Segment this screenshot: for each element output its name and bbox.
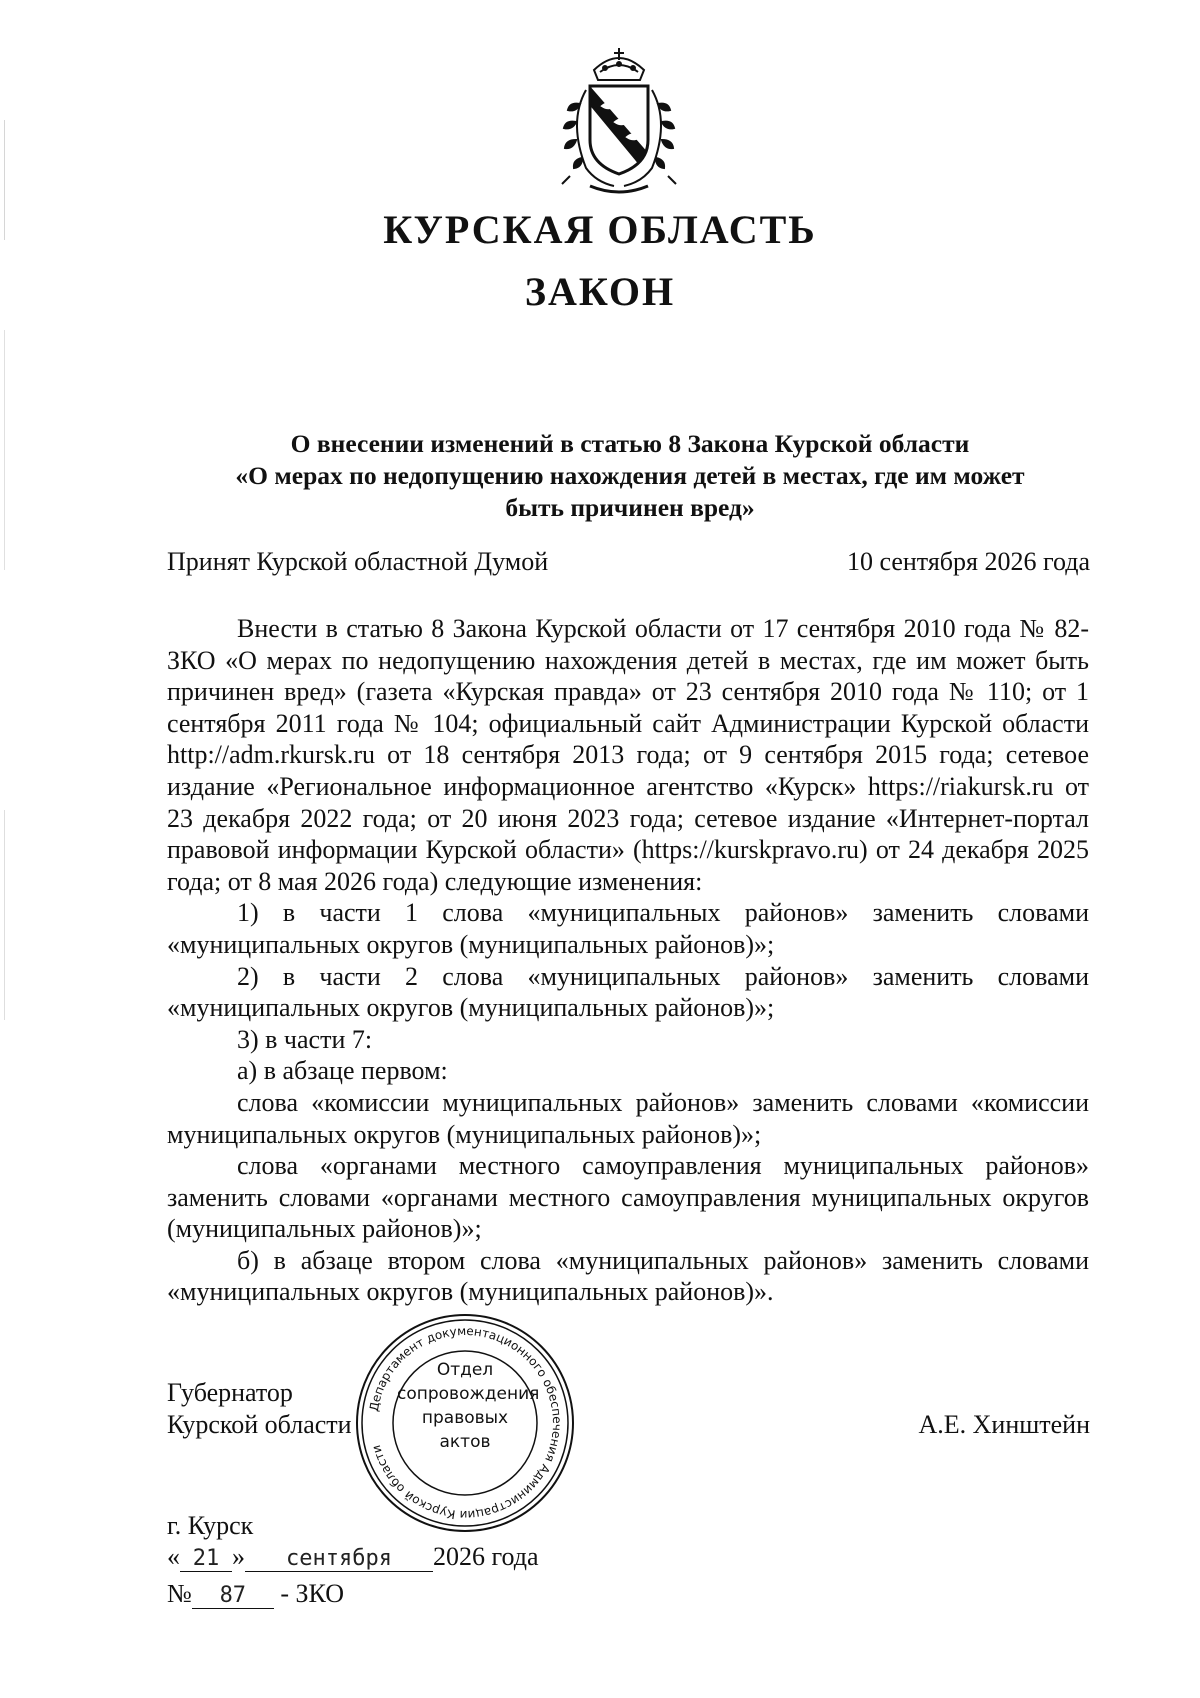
date-day: 21: [180, 1547, 232, 1572]
signing-date: [167, 1541, 539, 1573]
law-body: [167, 613, 1089, 1308]
date-year: 2026 года: [433, 1542, 539, 1571]
signatory-name: А.Е. Хинштейн: [918, 1410, 1090, 1439]
amendment-item-2: 2) в части 2 слова «муниципальных районов» заменить словами «муниципальных округов (муниципальных районов)»;: [167, 961, 1089, 1023]
adopted-by: Принят Курской областной Думой: [167, 547, 549, 576]
coat-of-arms-emblem: [550, 40, 688, 200]
place-of-signing: г. Курск: [167, 1511, 254, 1540]
law-title-line-3: быть причинен вред»: [505, 493, 755, 522]
amendment-item-3b: б) в абзаце втором слова «муниципальных районов» заменить словами «муниципальных округов (муниципальных районов)».: [167, 1245, 1089, 1307]
stamp-line-3: правовых: [421, 1408, 509, 1428]
adopted-date: 10 сентября 2026 года: [846, 547, 1090, 576]
stamp-center-text: [397, 1358, 540, 1454]
region-heading: КУРСКАЯ ОБЛАСТЬ: [383, 207, 817, 252]
body-intro-paragraph: Внести в статью 8 Закона Курской области от 17 сентября 2010 года № 82-ЗКО «О мерах по недопущению нахождения детей в местах, где им может быть причинен вред» (газета «Курская правда» от 23 сентября 2010 года № 110; от 1 сентября 2011 года № 104; официальный сайт Администрации Курской области http://adm.rkursk.ru от 18 сентября 2013 года; от 9 сентября 2015 года; сетевое издание «Региональное информационное агентство «Курск» https://riakursk.ru от 23 декабря 2022 года; от 20 июня 2023 года; сетевое издание «Интернет-портал правовой информации Курской области» (https://kurskpravo.ru) от 24 декабря 2025 года; от 8 мая 2026 года) следующие изменения:: [167, 614, 1089, 896]
signatory-position-line-1: Губернатор: [167, 1378, 293, 1407]
stamp-line-2: сопровождения: [397, 1384, 540, 1404]
signatory-position: [167, 1377, 352, 1441]
stamp-ring-text: Департамент документационного обеспечения Администрации Курской области: [366, 1323, 565, 1523]
law-number: [167, 1578, 344, 1610]
amendment-item-3a-second: слова «органами местного самоуправления муниципальных районов» заменить словами «органами местного самоуправления муниципальных округов (муниципальных районов)»;: [167, 1151, 1089, 1244]
law-title-line-2: «О мерах по недопущению нахождения детей в местах, где им может: [235, 461, 1025, 490]
stamp-line-1: Отдел: [436, 1360, 494, 1380]
amendment-item-3a: а) в абзаце первом:: [237, 1056, 448, 1086]
amendment-item-3a-first: слова «комиссии муниципальных районов» заменить словами «комиссии муниципальных округов (муниципальных районов)»;: [167, 1087, 1089, 1149]
law-title-line-1: О внесении изменений в статью 8 Закона Курской области: [290, 429, 970, 458]
amendment-item-3: 3) в части 7:: [237, 1024, 373, 1054]
number-value: 87: [192, 1584, 274, 1609]
date-month: сентября: [245, 1547, 433, 1572]
scan-edge-mark: [4, 120, 5, 1620]
signatory-position-line-2: Курской области: [167, 1410, 352, 1439]
law-title: [170, 428, 1090, 524]
date-close-quote: »: [232, 1542, 245, 1571]
amendment-item-1: 1) в части 1 слова «муниципальных районов» заменить словами «муниципальных округов (муниципальных районов)»;: [167, 898, 1089, 959]
stamp-line-4: актов: [439, 1432, 491, 1452]
number-suffix: - ЗКО: [273, 1579, 344, 1608]
number-prefix: №: [167, 1579, 192, 1608]
document-type-heading: ЗАКОН: [524, 269, 676, 314]
date-open-quote: «: [167, 1542, 180, 1571]
